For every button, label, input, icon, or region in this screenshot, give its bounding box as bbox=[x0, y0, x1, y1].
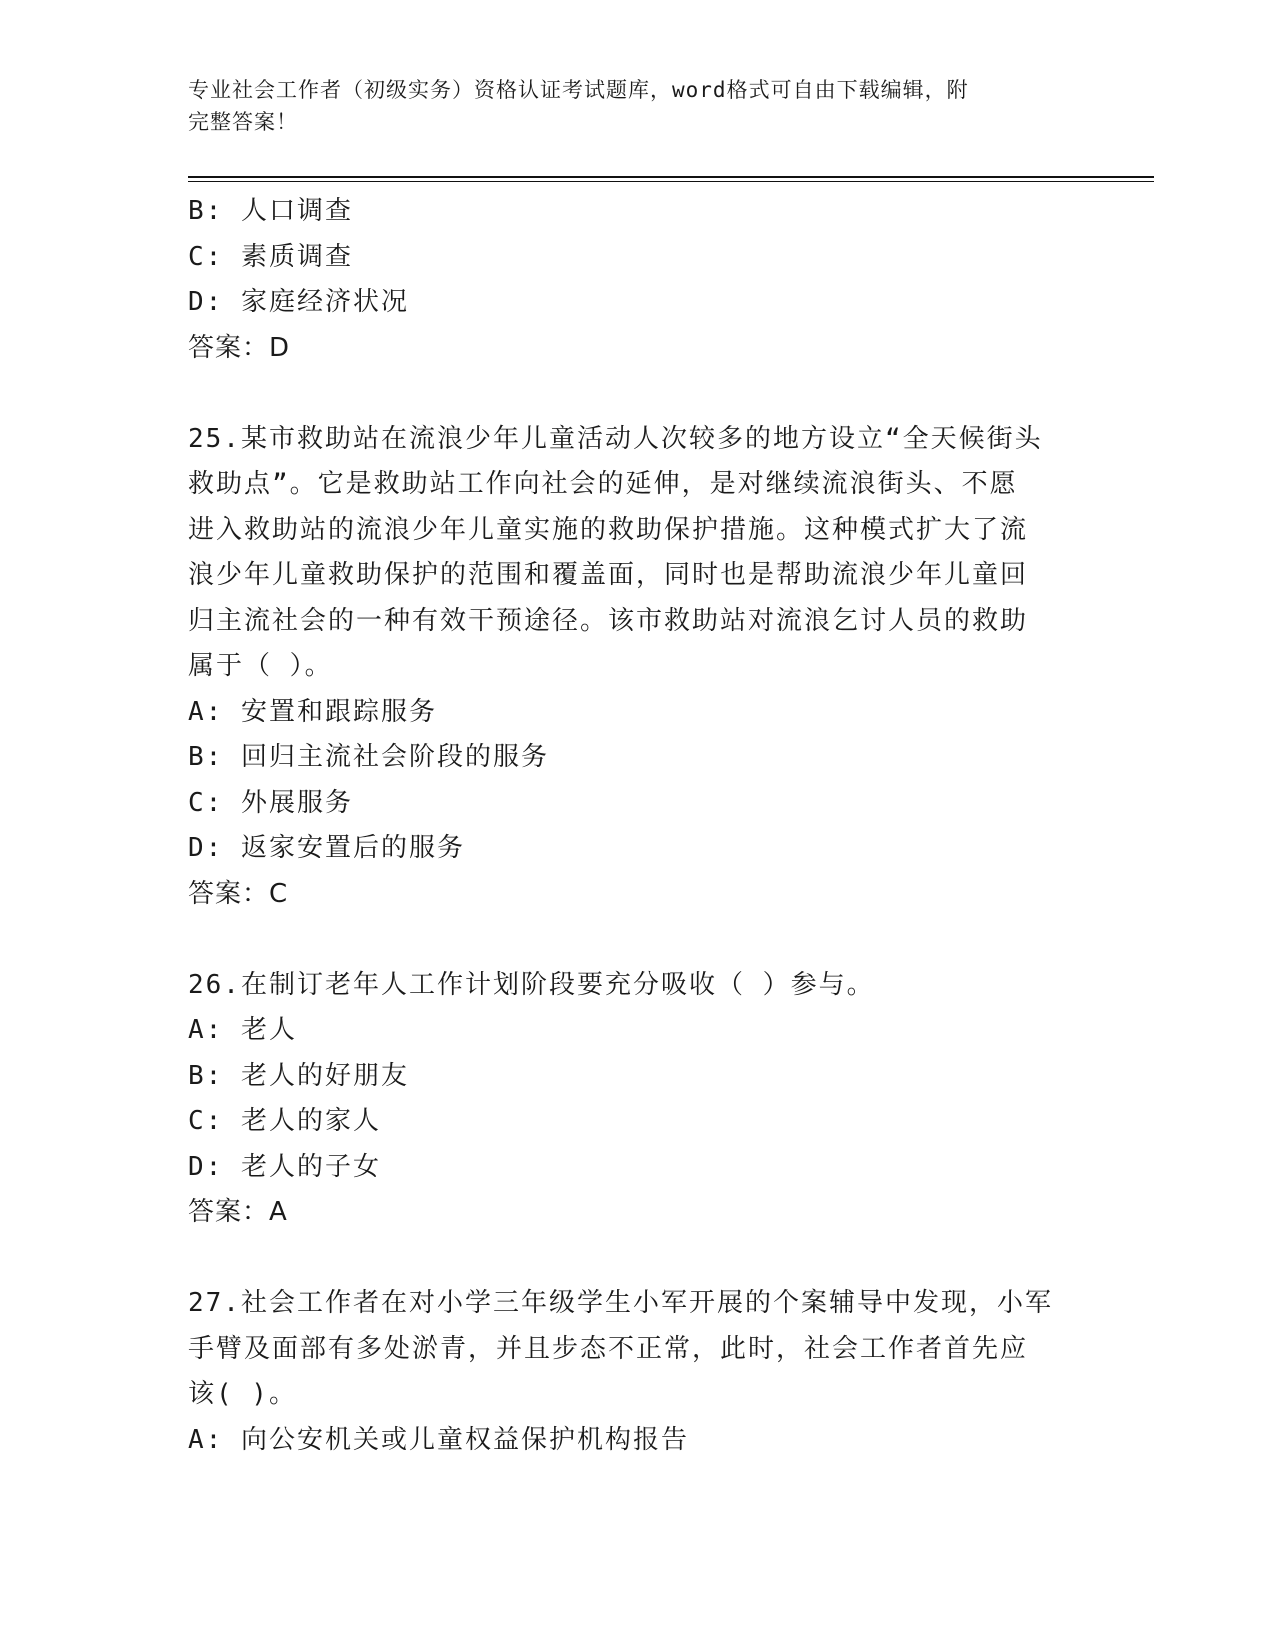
stem-line: 该( )。 bbox=[188, 1379, 297, 1409]
question-27 bbox=[188, 1281, 1088, 1463]
stem-line: 救助点”。它是救助站工作向社会的延伸，是对继续流浪街头、不愿 bbox=[188, 469, 1018, 499]
header-line-1: 专业社会工作者（初级实务）资格认证考试题库，word格式可自由下载编辑，附 bbox=[188, 78, 969, 102]
option-d: D: 返家安置后的服务 bbox=[188, 833, 465, 863]
stem-line: 浪少年儿童救助保护的范围和覆盖面，同时也是帮助流浪少年儿童回 bbox=[188, 560, 1029, 590]
stem-line: 属于（ ）。 bbox=[188, 651, 333, 681]
option-b: B: 回归主流社会阶段的服务 bbox=[188, 742, 549, 772]
stem-line: 25.某市救助站在流浪少年儿童活动人次较多的地方设立“全天候街头 bbox=[188, 423, 1043, 454]
question-stem bbox=[188, 417, 1088, 690]
option-d: D: 家庭经济状况 bbox=[188, 287, 409, 317]
header-line-2: 完整答案！ bbox=[188, 110, 298, 134]
question-stem bbox=[188, 963, 1088, 1009]
header-rule-thin bbox=[188, 181, 1154, 182]
option-a: A: 安置和跟踪服务 bbox=[188, 696, 437, 727]
spacer bbox=[188, 371, 1088, 417]
option-d: D: 老人的子女 bbox=[188, 1151, 381, 1182]
option-b: B: 老人的好朋友 bbox=[188, 1060, 409, 1091]
spacer bbox=[188, 1236, 1088, 1282]
stem-line: 26.在制订老年人工作计划阶段要充分吸收（ ）参与。 bbox=[188, 969, 875, 1000]
question-content bbox=[188, 189, 1088, 1463]
option-c: C: 老人的家人 bbox=[188, 1106, 381, 1136]
answer: 答案：D bbox=[188, 332, 291, 363]
stem-line: 27.社会工作者在对小学三年级学生小军开展的个案辅导中发现，小军 bbox=[188, 1288, 1053, 1318]
stem-line: 进入救助站的流浪少年儿童实施的救助保护措施。这种模式扩大了流 bbox=[188, 514, 1029, 545]
option-b: B: 人口调查 bbox=[188, 196, 353, 226]
header-rule-thick bbox=[188, 176, 1154, 178]
document-header bbox=[188, 74, 1088, 138]
question-stem bbox=[188, 1281, 1088, 1418]
stem-line: 归主流社会的一种有效干预途径。该市救助站对流浪乞讨人员的救助 bbox=[188, 605, 1029, 636]
question-26 bbox=[188, 963, 1088, 1236]
answer: 答案：A bbox=[188, 1197, 288, 1227]
question-25 bbox=[188, 417, 1088, 918]
answer: 答案：C bbox=[188, 878, 289, 909]
option-c: C: 素质调查 bbox=[188, 241, 353, 272]
previous-question bbox=[188, 189, 1088, 371]
option-a: A: 老人 bbox=[188, 1015, 297, 1045]
stem-line: 手臂及面部有多处淤青，并且步态不正常，此时，社会工作者首先应 bbox=[188, 1333, 1029, 1364]
option-c: C: 外展服务 bbox=[188, 787, 353, 818]
option-a: A: 向公安机关或儿童权益保护机构报告 bbox=[188, 1424, 689, 1455]
spacer bbox=[188, 917, 1088, 963]
